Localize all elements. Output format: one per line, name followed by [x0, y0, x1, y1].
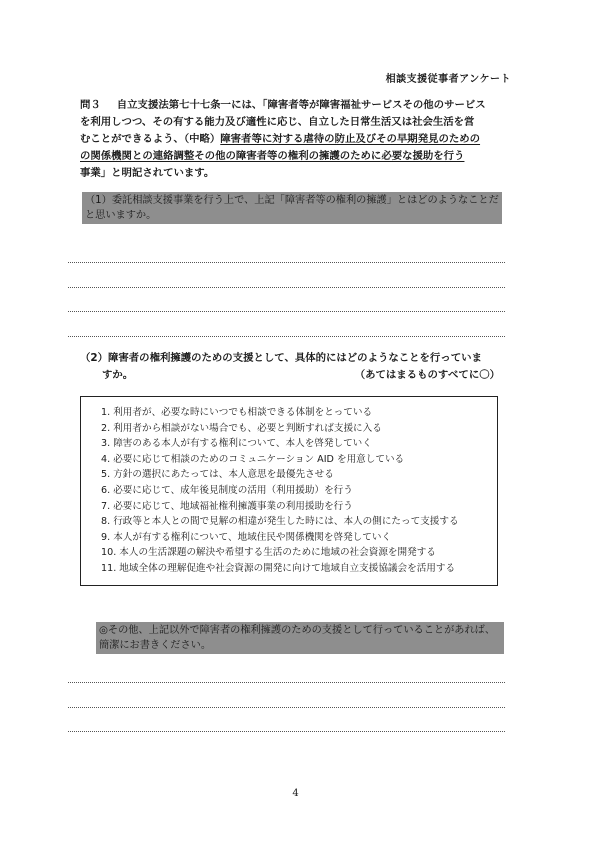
sub-question-1: （1）委託相談支援事業を行う上で、上記「障害者等の権利の擁護」とはどのようなことだと思いますか。	[82, 192, 502, 224]
options-box	[80, 396, 498, 586]
question-3-line-3: むことができるよう、（中略）障害者等に対する虐待の防止及びその早期発見のための	[80, 133, 481, 145]
question-3-line-2: を利用しつつ、その有する能力及び適性に応じ、自立した日常生活又は社会生活を営	[80, 116, 475, 128]
instruction-note: （あてはまるものすべてに〇）	[354, 369, 500, 381]
answer-line-4[interactable]	[68, 336, 505, 337]
survey-header: 相談支援従事者アンケート	[385, 74, 511, 85]
answer-line-3[interactable]	[68, 311, 505, 312]
option-item[interactable]: 11. 地域全体の理解促進や社会資源の開発に向けて地域自立支援協議会を活用する	[101, 562, 456, 574]
sub-question-2	[80, 350, 500, 384]
option-item[interactable]: 7. 必要に応じて、地域福祉権利擁護事業の利用援助を行う	[101, 500, 353, 512]
option-item[interactable]: 9. 本人が有する権利について、地域住民や関係機関を啓発していく	[101, 531, 392, 543]
answer-line-2[interactable]	[68, 287, 505, 288]
question-3	[80, 97, 500, 182]
question-3-label: 問３	[80, 99, 101, 111]
option-item[interactable]: 8. 行政等と本人との間で見解の相違が発生した時には、本人の側にたって支援する	[101, 516, 459, 528]
other-question: ◎その他、上記以外で障害者の権利擁護のための支援として行っていることがあれば、簡潔にお書きください。	[96, 622, 504, 654]
option-item[interactable]: 4. 必要に応じて相談のためのコミュニケーション AID を用意している	[101, 453, 405, 465]
sub-question-2-line-1: （2）障害者の権利擁護のための支援として、具体的にはどのようなことを行っていま	[80, 352, 482, 364]
other-answer-line-1[interactable]	[68, 682, 505, 683]
option-item[interactable]: 2. 利用者から相談がない場合でも、必要と判断すれば支援に入る	[101, 422, 382, 434]
other-answer-line-2[interactable]	[68, 707, 505, 708]
page-number: 4	[292, 788, 299, 799]
other-answer-line-3[interactable]	[68, 731, 505, 732]
option-item[interactable]: 10. 本人の生活課題の解決や希望する生活のために地域の社会資源を開発する	[101, 547, 436, 559]
option-item[interactable]: 5. 方針の選択にあたっては、本人意思を最優先させる	[101, 469, 334, 481]
question-3-line-5: 事業」と明記されています。	[80, 167, 215, 179]
sub-question-2-line-2: すか。 （あてはまるものすべてに〇）	[80, 367, 500, 384]
answer-line-1[interactable]	[68, 262, 505, 263]
option-item[interactable]: 6. 必要に応じて、成年後見制度の活用（利用援助）を行う	[101, 484, 353, 496]
option-item[interactable]: 3. 障害のある本人が有する権利について、本人を啓発していく	[101, 438, 372, 450]
question-3-line-1: 問３ 自立支援法第七十七条一には、「障害者等が障害福祉サービスその他のサービス	[80, 99, 486, 111]
options-list	[81, 397, 497, 577]
question-3-line-4: の関係機関との連絡調整その他の障害者等の権利の擁護のために必要な援助を行う	[80, 150, 465, 162]
option-item[interactable]: 1. 利用者が、必要な時にいつでも相談できる体制をとっている	[101, 407, 373, 418]
